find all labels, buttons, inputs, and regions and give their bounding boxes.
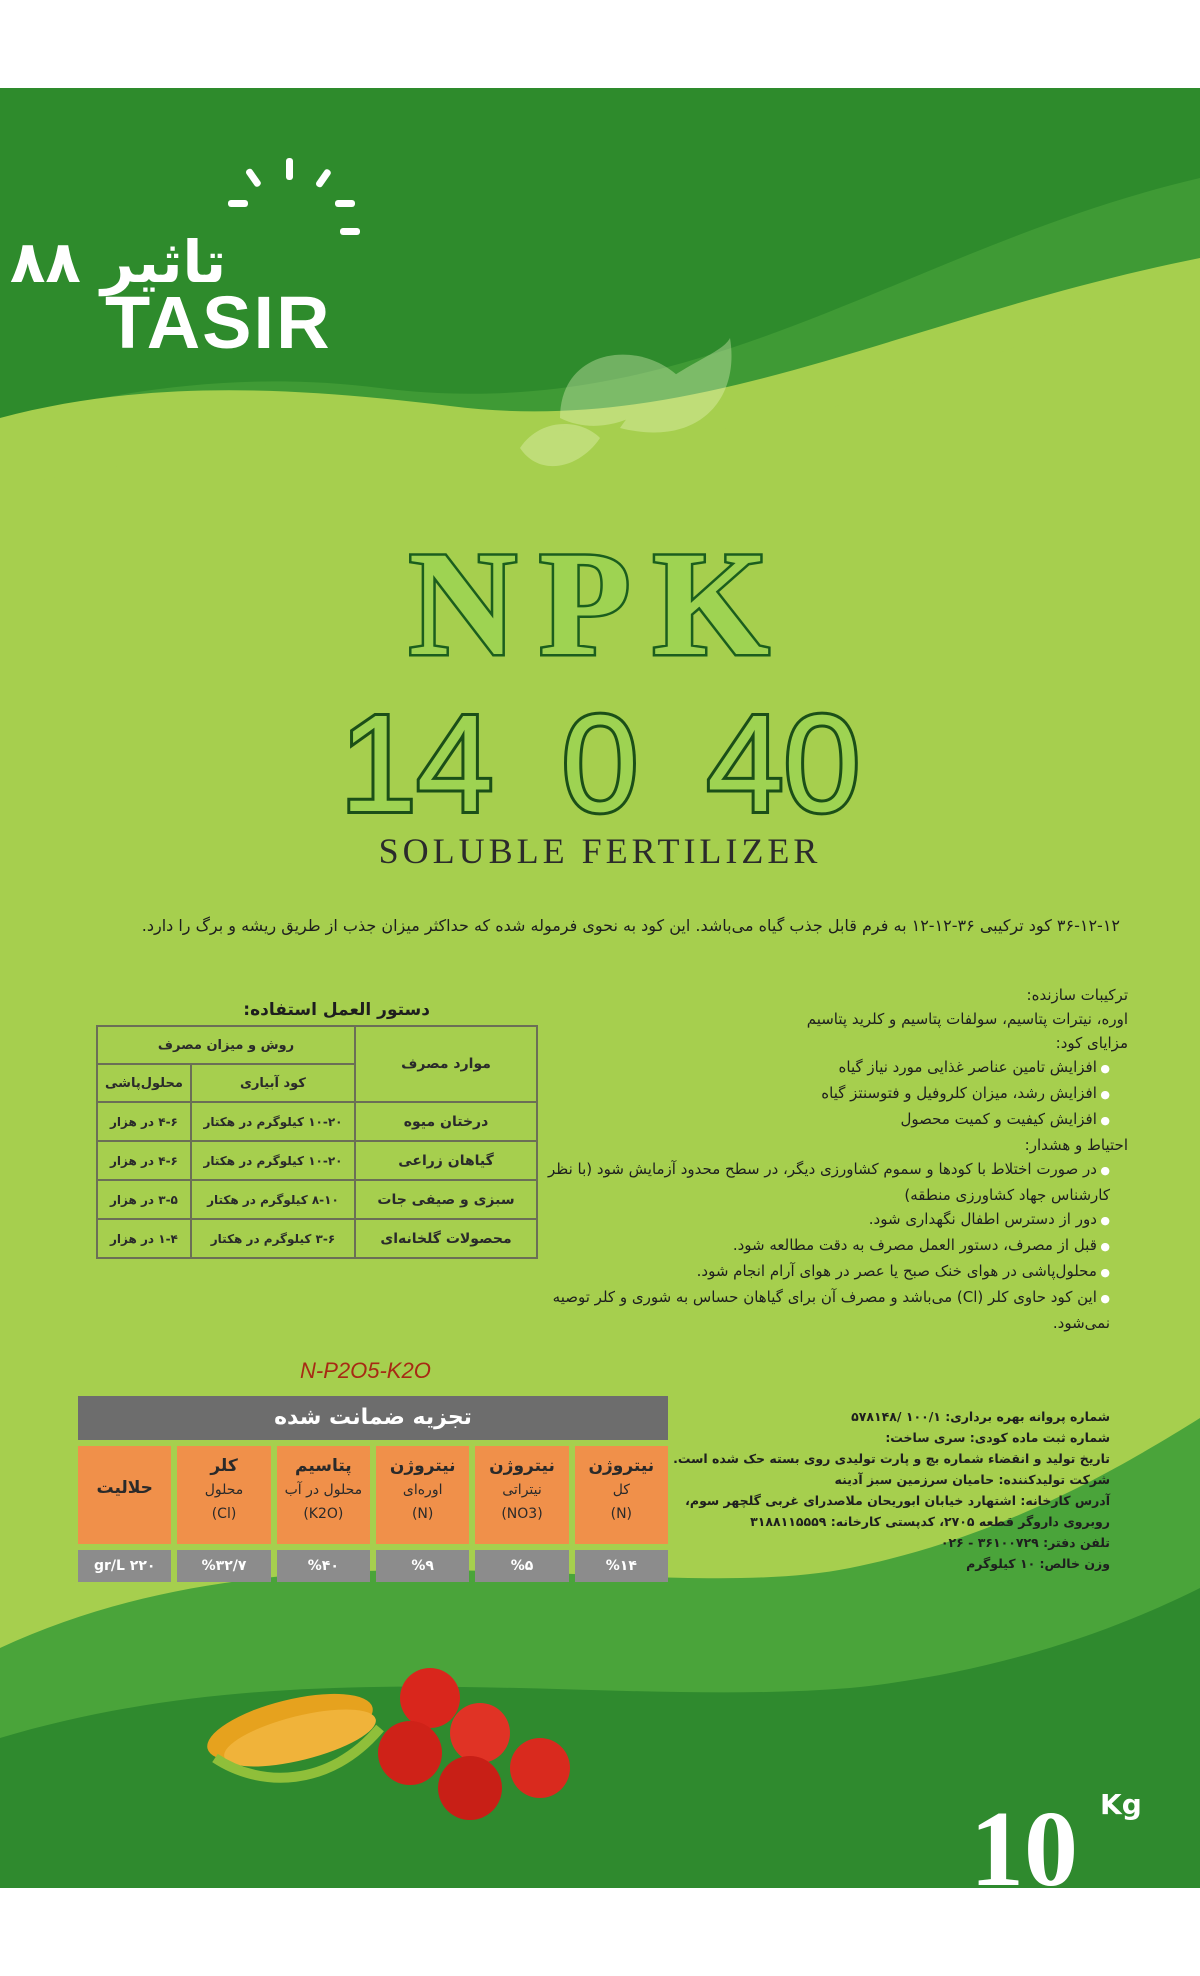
benefits-heading: مزایای کود: xyxy=(1055,1034,1128,1052)
brand-name-en: TASIR xyxy=(105,281,332,364)
analysis-value: %۴۰ xyxy=(277,1550,370,1582)
registration-line: تاریخ تولید و انقضاء شماره بچ و پارت تولیدی روی بسته حک شده است. xyxy=(673,1451,1110,1466)
irrigation-cell: ۳-۶ کیلوگرم در هکتار xyxy=(191,1219,355,1258)
spray-cell: ۱-۴ در هزار xyxy=(97,1219,191,1258)
product-subtitle: SOLUBLE FERTILIZER xyxy=(378,831,822,871)
weight-unit: Kg xyxy=(1100,1788,1142,1821)
composition-heading: ترکیبات سازنده: xyxy=(1026,986,1128,1004)
table-row xyxy=(97,1102,537,1141)
fertilizer-bag xyxy=(0,88,1200,1888)
crop-cell: گیاهان زراعی xyxy=(355,1141,537,1180)
analysis-cell: پتاسیم محلول در آب (K2O) xyxy=(277,1446,370,1544)
registration-line: آدرس کارخانه: اشتهارد خیابان ابوریحان ملاصدرای غربی گلچهر سوم، xyxy=(685,1493,1110,1508)
table-row xyxy=(97,1180,537,1219)
analysis-cell: نیتروژن کل (N) xyxy=(575,1446,668,1544)
brand-name-fa: تاثیر ۸۸ xyxy=(10,228,227,296)
irrigation-cell: ۱۰-۲۰ کیلوگرم در هکتار xyxy=(191,1102,355,1141)
irrigation-cell: ۱۰-۲۰ کیلوگرم در هکتار xyxy=(191,1141,355,1180)
registration-line: شماره پروانه بهره برداری: ۱۰۰/۱ /۵۷۸۱۴۸ xyxy=(851,1409,1110,1424)
analysis-cell: نیتروژن نیتراتی (NO3) xyxy=(475,1446,568,1544)
crop-cell: درختان میوه xyxy=(355,1102,537,1141)
list-item: ● در صورت اختلاط با کودها و سموم کشاورزی دیگر، در سطح محدود آزمایش شود (با نظر کارشناس جهاد کشاورزی منطقه) xyxy=(518,1157,1110,1207)
analysis-cells xyxy=(78,1446,668,1544)
analysis-heading: تجزیه ضمانت شده xyxy=(78,1396,668,1440)
registration-line: تلفن دفتر: ۳۶۱۰۰۷۲۹ - ۰۲۶ xyxy=(940,1535,1110,1550)
analysis-cell: کلر محلول (Cl) xyxy=(177,1446,270,1544)
analysis-value: gr/L ۲۲۰ xyxy=(78,1550,171,1582)
product-grade: 14 0 40 xyxy=(339,687,861,841)
registration-line: شماره ثبت ماده کودی: سری ساخت: xyxy=(885,1430,1110,1445)
registration-line: شرکت تولیدکننده: حامیان سرزمین سبز آدینه xyxy=(834,1472,1110,1487)
cautions-heading: احتیاط و هشدار: xyxy=(1024,1136,1128,1154)
net-weight: 10 xyxy=(970,1790,1078,1888)
analysis-formula: N-P2O5-K2O xyxy=(300,1358,431,1383)
list-item: ● این کود حاوی کلر (Cl) می‌باشد و مصرف آن برای گیاهان حساس به شوری و کلر توصیه نمی‌شود. xyxy=(518,1285,1110,1335)
product-title: NPK xyxy=(408,521,792,687)
spray-cell: ۴-۶ در هزار xyxy=(97,1141,191,1180)
benefits-list xyxy=(518,1055,1128,1133)
analysis-value: %۹ xyxy=(376,1550,469,1582)
list-item: ● دور از دسترس اطفال نگهداری شود. xyxy=(518,1207,1110,1233)
list-item: ● قبل از مصرف، دستور العمل مصرف به دقت مطالعه شود. xyxy=(518,1233,1110,1259)
registration-line: وزن خالص: ۱۰ کیلوگرم xyxy=(966,1556,1110,1571)
col-irrigation-header: کود آبیاری xyxy=(191,1064,355,1102)
irrigation-cell: ۸-۱۰ کیلوگرم در هکتار xyxy=(191,1180,355,1219)
analysis-value: %۵ xyxy=(475,1550,568,1582)
table-row xyxy=(97,1141,537,1180)
list-item: ● افزایش رشد، میزان کلروفیل و فتوسنتز گیاه xyxy=(518,1081,1110,1107)
col-use-header: موارد مصرف xyxy=(355,1026,537,1102)
analysis-cell: حلالیت xyxy=(78,1446,171,1544)
registration-line: روبروی داروگر قطعه ۲۷۰۵، کدپستی کارخانه: ۳۱۸۸۱۱۵۵۵۹ xyxy=(750,1514,1110,1529)
list-item: ● افزایش تامین عناصر غذایی مورد نیاز گیاه xyxy=(518,1055,1110,1081)
table-row xyxy=(97,1219,537,1258)
col-method-header: روش و میزان مصرف xyxy=(97,1026,355,1064)
composition-text: اوره، نیترات پتاسیم، سولفات پتاسیم و کلرید پتاسیم xyxy=(806,1010,1128,1028)
crop-cell: سبزی و صیفی جات xyxy=(355,1180,537,1219)
list-item: ● محلول‌پاشی در هوای خنک صبح یا عصر در هوای آرام انجام شود. xyxy=(518,1259,1110,1285)
product-intro: ۳۶-۱۲-۱۲ کود ترکیبی ۳۶-۱۲-۱۲ به فرم قابل جذب گیاه می‌باشد. این کود به نحوی فرموله شده که حداکثر میزان جذب از طریق ریشه و برگ را دارد. xyxy=(141,916,1120,935)
analysis-value: %۳۲/۷ xyxy=(177,1550,270,1582)
list-item: ● افزایش کیفیت و کمیت محصول xyxy=(518,1107,1110,1133)
usage-title: دستور العمل استفاده: xyxy=(243,1000,430,1020)
col-spray-header: محلول‌پاشی xyxy=(97,1064,191,1102)
crop-cell: محصولات گلخانه‌ای xyxy=(355,1219,537,1258)
spray-cell: ۴-۶ در هزار xyxy=(97,1102,191,1141)
registration-info xyxy=(630,1406,1110,1574)
analysis-values xyxy=(78,1550,668,1582)
cautions-list xyxy=(518,1157,1128,1335)
analysis-value: %۱۴ xyxy=(575,1550,668,1582)
analysis-cell: نیتروژن اوره‌ای (N) xyxy=(376,1446,469,1544)
spray-cell: ۳-۵ در هزار xyxy=(97,1180,191,1219)
usage-table xyxy=(96,1025,538,1259)
product-details xyxy=(518,983,1128,1335)
